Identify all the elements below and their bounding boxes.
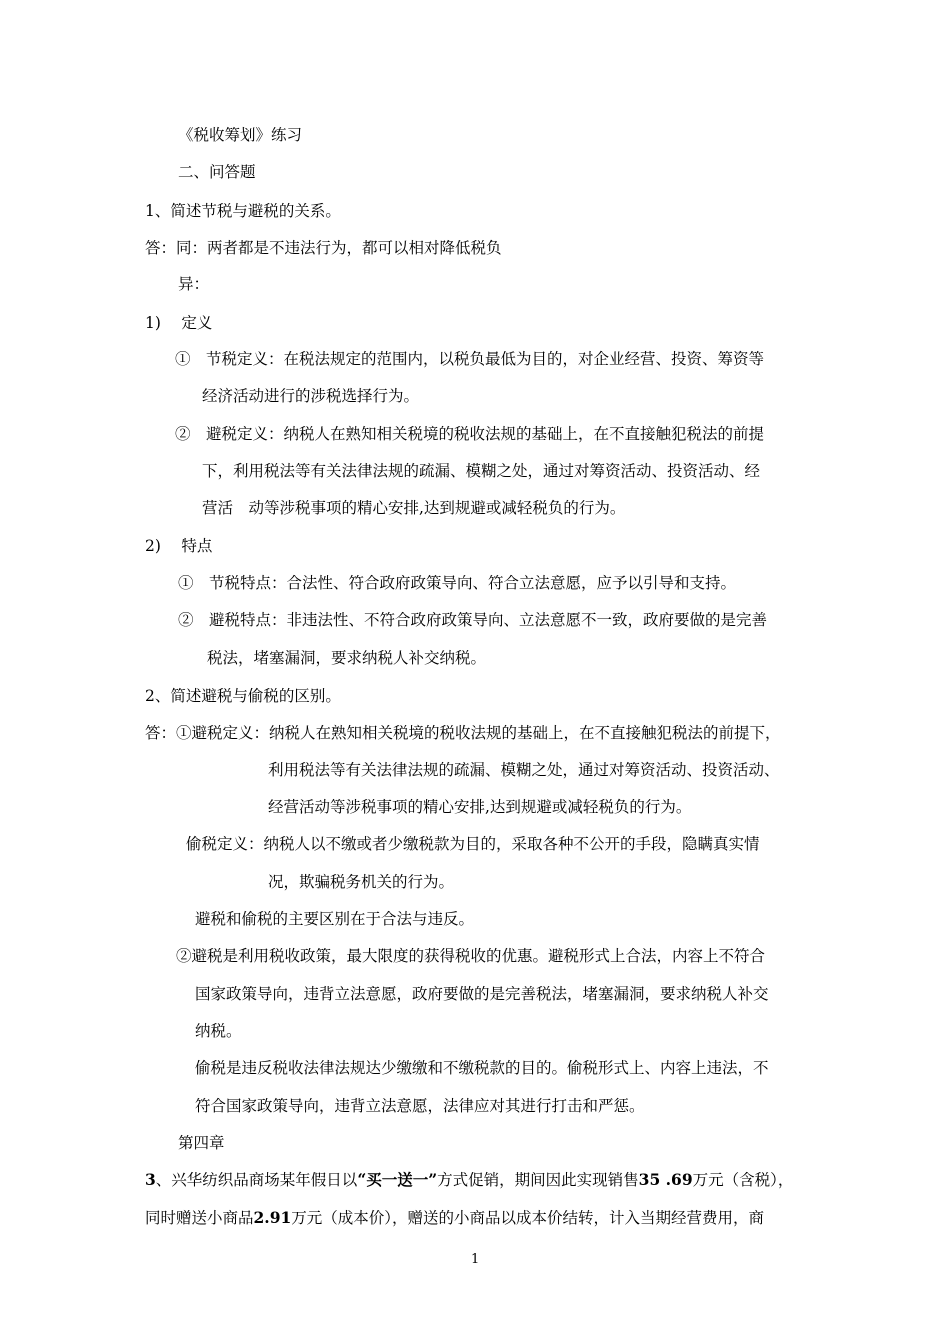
answer-1-same: 答：同：两者都是不违法行为，都可以相对降低税负 (145, 239, 502, 257)
paragraph-2-line-3: 纳税。 (195, 1022, 242, 1040)
page-number: 1 (471, 1252, 480, 1267)
question-3-line-1 (145, 1170, 793, 1190)
feature-label: 2) 特点 (145, 537, 213, 555)
question-3-text-b: 方式促销，期间因此实现销售 (437, 1171, 639, 1189)
question-3-text-e: 万元（成本价），赠送的小商品以成本价结转，计入当期经营费用，商 (291, 1209, 765, 1227)
question-3-quote: “买一送一” (357, 1170, 438, 1189)
paragraph-2-line-1: ②避税是利用税收政策，最大限度的获得税收的优惠。避税形式上合法，内容上不符合 (176, 947, 766, 965)
question-2: 2、简述避税与偷税的区别。 (145, 687, 341, 705)
feature-1: ① 节税特点：合法性、符合政府政策导向、符合立法意愿，应予以引导和支持。 (178, 574, 737, 592)
answer-1-diff: 异： (178, 275, 210, 293)
feature-2-line-1: ② 避税特点：非违法性、不符合政府政策导向、立法意愿不一致，政府要做的是完善 (178, 611, 768, 629)
definition-2-line-1: ② 避税定义：纳税人在熟知相关税境的税收法规的基础上，在不直接触犯税法的前提 (175, 425, 765, 443)
question-3-text-a: 、兴华纺织品商场某年假日以 (155, 1171, 358, 1189)
definition-2-line-2: 下，利用税法等有关法律法规的疏漏、模糊之处，通过对筹资活动、投资活动、经 (202, 462, 761, 480)
paragraph-2-line-2: 国家政策导向，违背立法意愿，政府要做的是完善税法，堵塞漏洞，要求纳税人补交 (195, 985, 769, 1003)
question-3-sales-amount: 35 .69 (638, 1170, 693, 1189)
question-3-gift-amount: 2.91 (253, 1208, 292, 1227)
tax-evasion-definition-line-2: 况，欺骗税务机关的行为。 (268, 873, 455, 891)
question-3-line-2 (145, 1208, 764, 1228)
answer-2-line-1: 答：①避税定义：纳税人在熟知相关税境的税收法规的基础上，在不直接触犯税法的前提下， (145, 724, 781, 742)
section-heading: 二、问答题 (178, 163, 256, 181)
answer-2-line-2: 利用税法等有关法律法规的疏漏、模糊之处，通过对筹资活动、投资活动、 (268, 761, 780, 779)
definition-2-line-3: 营活 动等涉税事项的精心安排,达到规避或减轻税负的行为。 (202, 499, 626, 517)
question-1: 1、简述节税与避税的关系。 (145, 202, 341, 220)
paragraph-3-line-2: 符合国家政策导向，违背立法意愿，法律应对其进行打击和严惩。 (195, 1097, 645, 1115)
answer-2-line-3: 经营活动等涉税事项的精心安排,达到规避或减轻税负的行为。 (268, 798, 692, 816)
definition-label: 1) 定义 (145, 314, 213, 332)
definition-1-line-1: ① 节税定义：在税法规定的范围内，以税负最低为目的，对企业经营、投资、筹资等 (175, 350, 765, 368)
main-difference: 避税和偷税的主要区别在于合法与违反。 (195, 910, 475, 928)
question-3-text-d: 同时赠送小商品 (145, 1209, 254, 1227)
paragraph-3-line-1: 偷税是违反税收法律法规达少缴缴和不缴税款的目的。偷税形式上、内容上违法，不 (195, 1059, 769, 1077)
chapter-heading: 第四章 (178, 1134, 225, 1152)
doc-title: 《税收筹划》练习 (178, 126, 303, 144)
question-3-number: 3 (145, 1170, 156, 1189)
tax-evasion-definition-line-1: 偷税定义：纳税人以不缴或者少缴税款为目的，采取各种不公开的手段，隐瞒真实情 (186, 835, 760, 853)
feature-2-line-2: 税法，堵塞漏洞，要求纳税人补交纳税。 (207, 649, 487, 667)
definition-1-line-2: 经济活动进行的涉税选择行为。 (202, 387, 420, 405)
question-3-text-c: 万元（含税）， (692, 1171, 794, 1189)
